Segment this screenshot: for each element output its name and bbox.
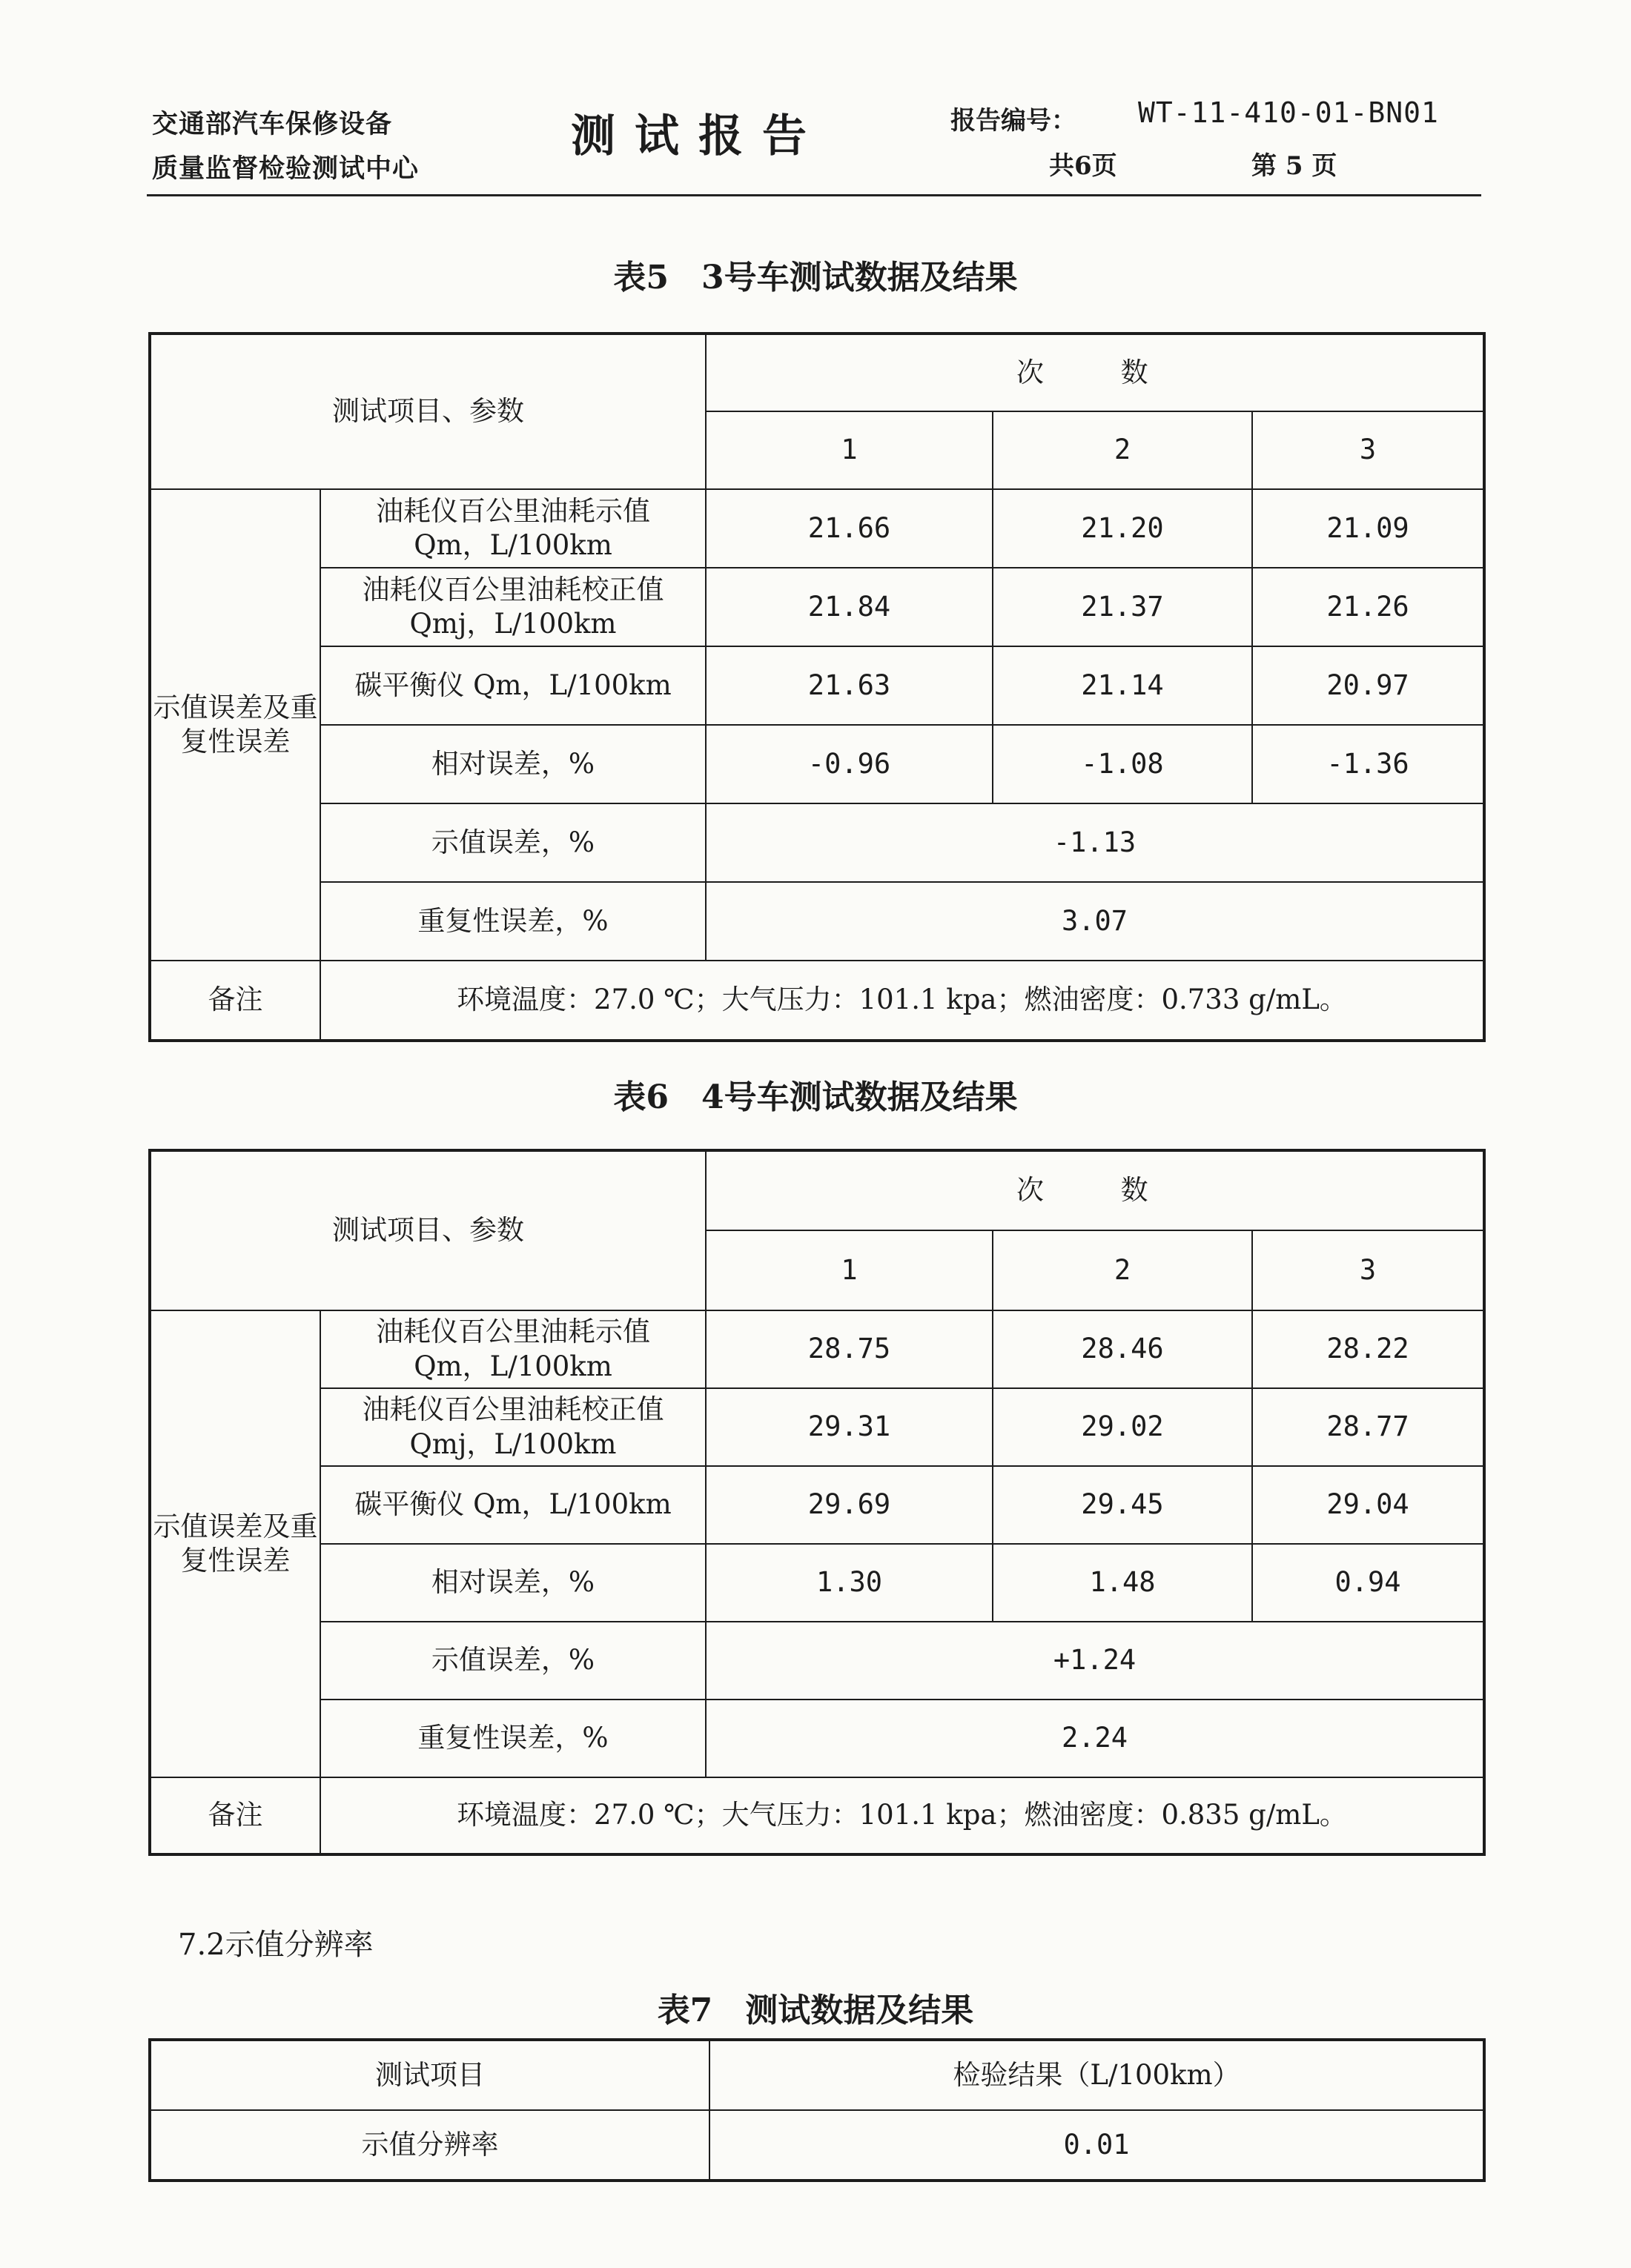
col-header-params: 测试项目、参数 (150, 1150, 706, 1310)
report-number-label: 报告编号： (950, 106, 1076, 136)
remark-label: 备注 (150, 1777, 320, 1854)
org-name-line1: 交通部汽车保修设备 (152, 109, 393, 139)
col-header-params: 测试项目、参数 (150, 334, 706, 489)
table-cell: 21.63 (706, 646, 993, 725)
table7-caption: 表7 测试数据及结果 (657, 1992, 974, 2029)
resolution-value: 0.01 (709, 2110, 1484, 2181)
run-number-1: 1 (706, 411, 993, 489)
indication-error-value: -1.13 (706, 803, 1484, 882)
run-number-3: 3 (1252, 411, 1484, 489)
table-cell: -1.08 (993, 725, 1252, 803)
runs-header: 次 数 (706, 334, 1484, 411)
table-cell: 21.84 (706, 568, 993, 646)
header-divider (147, 194, 1481, 196)
table-cell: 28.75 (706, 1310, 993, 1388)
table-cell: 21.26 (1252, 568, 1484, 646)
org-name-line2: 质量监督检验测试中心 (152, 153, 420, 184)
table-cell: 21.37 (993, 568, 1252, 646)
param-meter-reading: 油耗仪百公里油耗示值 Qm，L/100km (320, 1310, 706, 1388)
param-repeatability-error: 重复性误差，% (320, 1700, 706, 1777)
param-corrected-value: 油耗仪百公里油耗校正值 Qmj，L/100km (320, 1388, 706, 1466)
col-header-result: 检验结果（L/100km） (709, 2040, 1484, 2110)
remark-text: 环境温度：27.0 ℃；大气压力：101.1 kpa；燃油密度：0.835 g/mL。 (320, 1777, 1484, 1854)
remark-label: 备注 (150, 961, 320, 1041)
report-title: 测试报告 (571, 110, 826, 162)
table-cell: 1.30 (706, 1544, 993, 1622)
param-repeatability-error: 重复性误差，% (320, 882, 706, 961)
table6 (148, 1149, 1486, 1856)
table-cell: 21.09 (1252, 489, 1484, 568)
section-title: 7.2示值分辨率 (178, 1928, 374, 1962)
table-cell: 29.45 (993, 1466, 1252, 1544)
table-cell: 20.97 (1252, 646, 1484, 725)
table-cell: 0.94 (1252, 1544, 1484, 1622)
table-cell: 28.46 (993, 1310, 1252, 1388)
table-cell: 29.04 (1252, 1466, 1484, 1544)
table-cell: 29.31 (706, 1388, 993, 1466)
run-number-3: 3 (1252, 1230, 1484, 1310)
table-cell: -0.96 (706, 725, 993, 803)
run-number-2: 2 (993, 1230, 1252, 1310)
page-number: 第 5 页 (1251, 151, 1337, 181)
table-cell: 21.14 (993, 646, 1252, 725)
run-number-1: 1 (706, 1230, 993, 1310)
table5-caption: 表5 3号车测试数据及结果 (613, 259, 1018, 296)
repeatability-error-value: 3.07 (706, 882, 1484, 961)
param-carbon-balance: 碳平衡仪 Qm，L/100km (320, 1466, 706, 1544)
indication-error-value: +1.24 (706, 1622, 1484, 1700)
table-cell: 29.69 (706, 1466, 993, 1544)
report-number: WT-11-410-01-BN01 (1138, 96, 1439, 129)
runs-header: 次 数 (706, 1150, 1484, 1230)
table5 (148, 332, 1486, 1042)
resolution-label: 示值分辨率 (150, 2110, 709, 2181)
group-label: 示值误差及重复性误差 (150, 489, 320, 961)
param-relative-error: 相对误差，% (320, 725, 706, 803)
table6-caption: 表6 4号车测试数据及结果 (613, 1078, 1018, 1116)
table-cell: 29.02 (993, 1388, 1252, 1466)
table-cell: 21.20 (993, 489, 1252, 568)
param-meter-reading: 油耗仪百公里油耗示值 Qm，L/100km (320, 489, 706, 568)
param-corrected-value: 油耗仪百公里油耗校正值 Qmj，L/100km (320, 568, 706, 646)
table-cell: 1.48 (993, 1544, 1252, 1622)
remark-text: 环境温度：27.0 ℃；大气压力：101.1 kpa；燃油密度：0.733 g/mL。 (320, 961, 1484, 1041)
table-cell: 21.66 (706, 489, 993, 568)
table7 (148, 2038, 1486, 2182)
repeatability-error-value: 2.24 (706, 1700, 1484, 1777)
total-pages: 共6页 (1049, 151, 1117, 181)
group-label: 示值误差及重复性误差 (150, 1310, 320, 1777)
table-cell: 28.22 (1252, 1310, 1484, 1388)
col-header-item: 测试项目 (150, 2040, 709, 2110)
param-indication-error: 示值误差，% (320, 1622, 706, 1700)
param-carbon-balance: 碳平衡仪 Qm，L/100km (320, 646, 706, 725)
table-cell: 28.77 (1252, 1388, 1484, 1466)
table-cell: -1.36 (1252, 725, 1484, 803)
param-relative-error: 相对误差，% (320, 1544, 706, 1622)
param-indication-error: 示值误差，% (320, 803, 706, 882)
run-number-2: 2 (993, 411, 1252, 489)
